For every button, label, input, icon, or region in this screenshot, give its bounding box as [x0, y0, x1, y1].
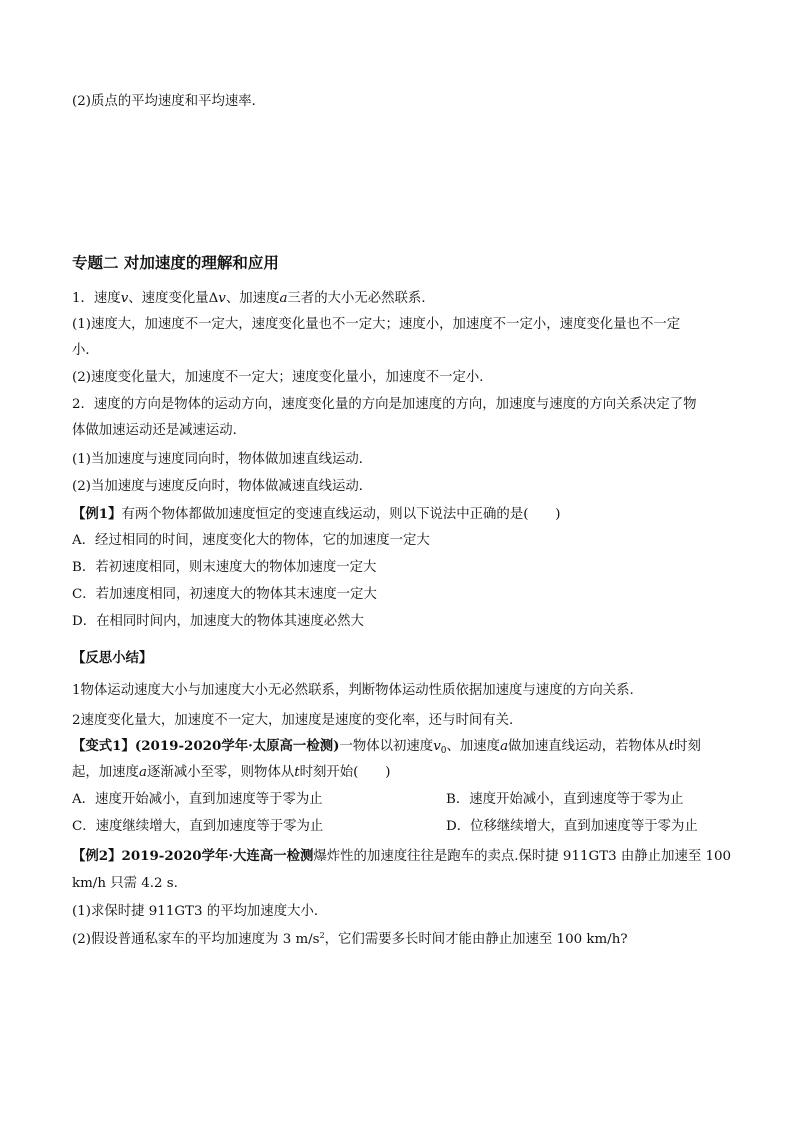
subscript-0: 0 [440, 746, 447, 756]
variant-1-options-row-1 [72, 791, 722, 809]
example-2-question-1: (1)求保时捷 911GT3 的平均加速度大小． [72, 904, 328, 919]
example-1-option-c: C．若加速度相同，初速度大的物体其末速度一定大 [72, 587, 377, 602]
variant-1-label: 【变式1】 [72, 738, 135, 754]
point-1-sub-1-line1: (1)速度大，加速度不一定大，速度变化量也不一定大；速度小，加速度不一定小，速度变化量也不一定 [72, 317, 681, 332]
var-v: v [218, 291, 226, 306]
point-1-d: 三者的大小无必然联系． [287, 291, 435, 306]
example-1-stem [72, 505, 560, 524]
var-t: t [294, 765, 300, 780]
reflection-item-1: 1物体运动速度大小与加速度大小无必然联系，判断物体运动性质依据加速度与速度的方向关系. [72, 683, 634, 698]
variant-1-text: 时刻开始( ) [299, 765, 391, 780]
point-2-sub-2: (2)当加速度与速度反向时，物体做减速直线运动． [72, 479, 373, 494]
example-2-source: 2019-2020学年·大连高一检测 [121, 848, 314, 864]
var-v: v [120, 291, 129, 306]
point-1-b: 、速度变化量Δ [128, 291, 219, 306]
example-1-option-d: D．在相同时间内，加速度大的物体其速度必然大 [72, 614, 364, 629]
reflection-item-2: 2速度变化量大，加速度不一定大，加速度是速度的变化率，还与时间有关. [72, 713, 514, 728]
variant-1-text: 起，加速度 [72, 765, 139, 780]
point-1-sub-2: (2)速度变化量大，加速度不一定大；速度变化量小，加速度不一定小． [72, 370, 493, 385]
point-2-line2: 体做加速运动还是减速运动． [72, 423, 247, 438]
variant-1-option-a: A．速度开始减小，直到加速度等于零为止 [72, 792, 323, 807]
variant-1-text: 一物体以初速度 [339, 739, 434, 754]
example-2-line2: km/h 只需 4.2 s. [72, 876, 178, 891]
example-1-option-a: A．经过相同的时间，速度变化大的物体，它的加速度一定大 [72, 533, 430, 548]
var-a: a [138, 765, 147, 780]
example-2-q2-text: (2)假设普通私家车的平均加速度为 3 m/s [72, 932, 320, 947]
point-2-line1: 2．速度的方向是物体的运动方向，速度变化量的方向是加速度的方向，加速度与速度的方向关系决定了物 [72, 397, 697, 412]
reflection-label: 【反思小结】 [72, 650, 153, 666]
point-1-a: 1．速度 [72, 291, 121, 306]
variant-1-text: 逐渐减小至零，则物体从 [146, 765, 295, 780]
point-2-sub-1: (1)当加速度与速度同向时，物体做加速直线运动． [72, 452, 373, 467]
point-1-sub-1-line2: 小． [72, 343, 99, 358]
var-t: t [668, 739, 675, 754]
superscript-2: 2 [319, 931, 325, 940]
variant-1-option-c: C．速度继续增大，直到加速度等于零为止 [72, 819, 324, 834]
variant-1-line2 [72, 764, 390, 782]
variant-1-source: (2019-2020学年·太原高一检测) [134, 738, 340, 754]
example-2-label: 【例2】 [72, 848, 122, 864]
example-2-text: 爆炸性的加速度往往是跑车的卖点.保时捷 911GT3 由静止加速至 100 [313, 849, 732, 864]
point-1-c: 、加速度 [225, 291, 280, 306]
section-title: 专题二 对加速度的理解和应用 [72, 254, 279, 272]
example-2-question-2 [72, 931, 628, 949]
variant-1-text: 时刻 [674, 739, 701, 754]
example-1-label: 【例1】 [72, 506, 122, 522]
variant-1-options-row-2 [72, 818, 722, 836]
variant-1-line1 [72, 737, 701, 756]
variant-1-option-d: D．位移继续增大，直到加速度等于零为止 [446, 819, 698, 834]
example-1-option-b: B．若初速度相同，则末速度大的物体加速度一定大 [72, 560, 377, 575]
variant-1-text: 、加速度 [446, 739, 501, 754]
var-a: a [500, 739, 509, 754]
var-a: a [279, 291, 288, 306]
example-1-question: 有两个物体都做加速度恒定的变速直线运动，则以下说法中正确的是( ) [121, 507, 561, 522]
example-2-line1 [72, 847, 731, 866]
point-1 [72, 290, 435, 308]
var-v: v [433, 739, 441, 754]
variant-1-text: 做加速直线运动，若物体从 [508, 739, 669, 754]
variant-1-option-b: B．速度开始减小，直到速度等于零为止 [446, 792, 684, 807]
example-2-q2-text: ，它们需要多长时间才能由静止加速至 100 km/h? [324, 932, 628, 947]
question-2-text: (2)质点的平均速度和平均速率． [72, 94, 266, 109]
